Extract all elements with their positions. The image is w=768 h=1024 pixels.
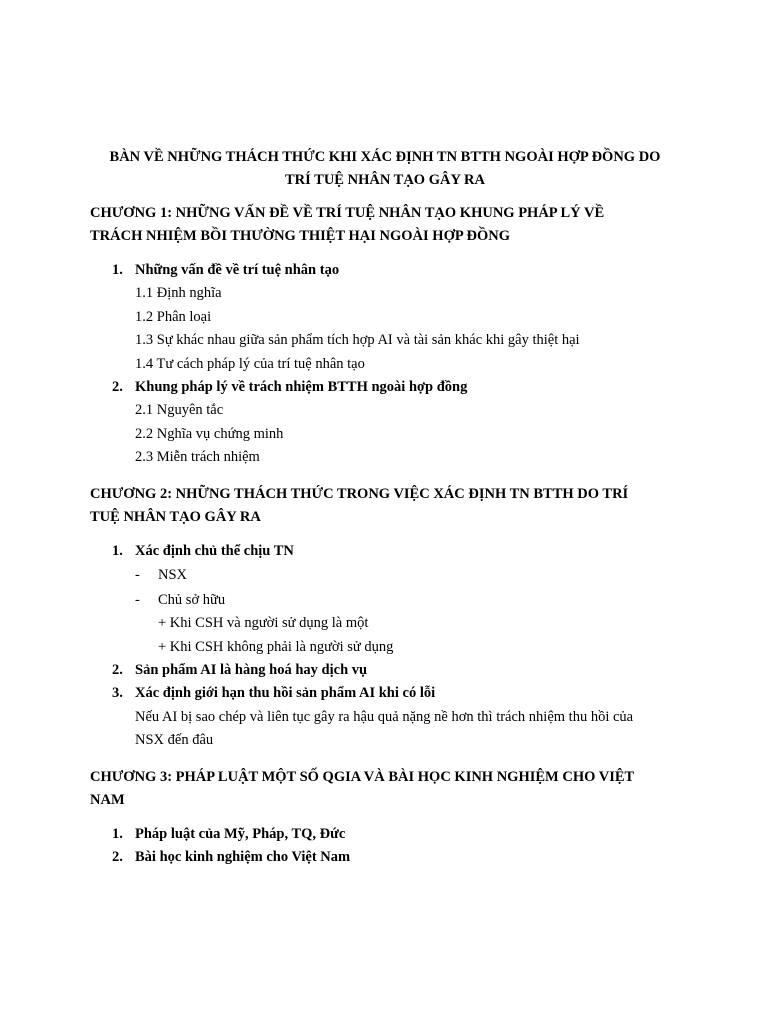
- sub-item: 1.4 Tư cách pháp lý của trí tuệ nhân tạo: [135, 355, 365, 372]
- chapter-2-item-1: [90, 540, 680, 563]
- dash-item-label: Chủ sở hữu: [158, 591, 226, 608]
- sub-item: 1.1 Định nghĩa: [135, 285, 222, 302]
- list-number: 3.: [112, 685, 123, 702]
- dash-item: [90, 563, 680, 588]
- list-item-label: Pháp luật của Mỹ, Pháp, TQ, Đức: [135, 825, 346, 842]
- dash-item-label: NSX: [158, 567, 188, 584]
- chapter-3-item-1: [90, 823, 680, 846]
- plus-item: + Khi CSH và người sử dụng là một: [158, 615, 369, 632]
- list-item-label: Sản phẩm AI là hàng hoá hay dịch vụ: [135, 662, 368, 679]
- list-item-label: Bài học kinh nghiệm cho Việt Nam: [135, 849, 351, 866]
- chapter-2-heading-line-1: CHƯƠNG 2: NHỮNG THÁCH THỨC TRONG VIỆC XÁC ĐỊNH TN BTTH DO TRÍ: [90, 485, 629, 502]
- chapter-2-heading: [90, 483, 680, 529]
- paragraph-line-2: NSX đến đâu: [135, 732, 214, 749]
- list-item-label: Xác định chủ thể chịu TN: [135, 542, 294, 559]
- dash-item: [90, 588, 680, 613]
- list-number: 2.: [112, 662, 123, 679]
- chapter-2-heading-line-2: TUỆ NHÂN TẠO GÂY RA: [90, 508, 261, 525]
- chapter-1-item-2: [90, 376, 680, 399]
- document-page: [90, 146, 680, 883]
- list-number: 2.: [112, 849, 123, 866]
- chapter-3-item-2: [90, 846, 680, 869]
- chapter-1-heading-line-1: CHƯƠNG 1: NHỮNG VẤN ĐỀ VỀ TRÍ TUỆ NHÂN TẠO KHUNG PHÁP LÝ VỀ: [90, 205, 605, 221]
- dash-mark: -: [135, 591, 140, 608]
- document-title: [90, 146, 680, 192]
- sub-item: 1.2 Phân loại: [135, 308, 212, 325]
- chapter-3-heading: [90, 766, 680, 812]
- chapter-1: [90, 202, 680, 470]
- list-number: 1.: [112, 825, 123, 842]
- chapter-2: [90, 483, 680, 753]
- sub-item: 2.3 Miễn trách nhiệm: [135, 449, 260, 466]
- title-line-1: BÀN VỀ NHỮNG THÁCH THỨC KHI XÁC ĐỊNH TN BTTH NGOÀI HỢP ĐỒNG DO: [109, 149, 661, 165]
- chapter-3: [90, 766, 680, 870]
- plus-item: + Khi CSH không phải là người sử dụng: [158, 638, 394, 655]
- chapter-1-heading: [90, 202, 680, 248]
- paragraph-line-1: Nếu AI bị sao chép và liên tục gây ra hậu quả nặng nề hơn thì trách nhiệm thu hồi của: [135, 708, 634, 725]
- chapter-3-heading-line-2: NAM: [90, 791, 125, 808]
- list-number: 1.: [112, 262, 123, 278]
- chapter-2-item-3: [90, 682, 680, 705]
- sub-item: 2.1 Nguyên tắc: [135, 402, 224, 419]
- title-line-2: TRÍ TUỆ NHÂN TẠO GÂY RA: [285, 172, 485, 188]
- list-number: 1.: [112, 542, 123, 559]
- chapter-3-heading-line-1: CHƯƠNG 3: PHÁP LUẬT MỘT SỐ QGIA VÀ BÀI HỌC KINH NGHIỆM CHO VIỆT: [90, 768, 635, 785]
- list-item-label: Những vấn đề về trí tuệ nhân tạo: [135, 262, 340, 278]
- sub-item: 2.2 Nghĩa vụ chứng minh: [135, 425, 284, 442]
- sub-item: 1.3 Sự khác nhau giữa sản phẩm tích hợp AI và tài sản khác khi gây thiệt hại: [135, 332, 580, 349]
- chapter-2-item-2: [90, 659, 680, 682]
- chapter-1-item-1: [90, 259, 680, 282]
- dash-mark: -: [135, 567, 140, 584]
- list-item-label: Khung pháp lý về trách nhiệm BTTH ngoài hợp đồng: [135, 379, 468, 396]
- list-item-label: Xác định giới hạn thu hồi sản phẩm AI khi có lỗi: [135, 685, 436, 702]
- list-number: 2.: [112, 379, 123, 396]
- chapter-1-heading-line-2: TRÁCH NHIỆM BỒI THƯỜNG THIỆT HẠI NGOÀI HỢP ĐỒNG: [90, 228, 511, 244]
